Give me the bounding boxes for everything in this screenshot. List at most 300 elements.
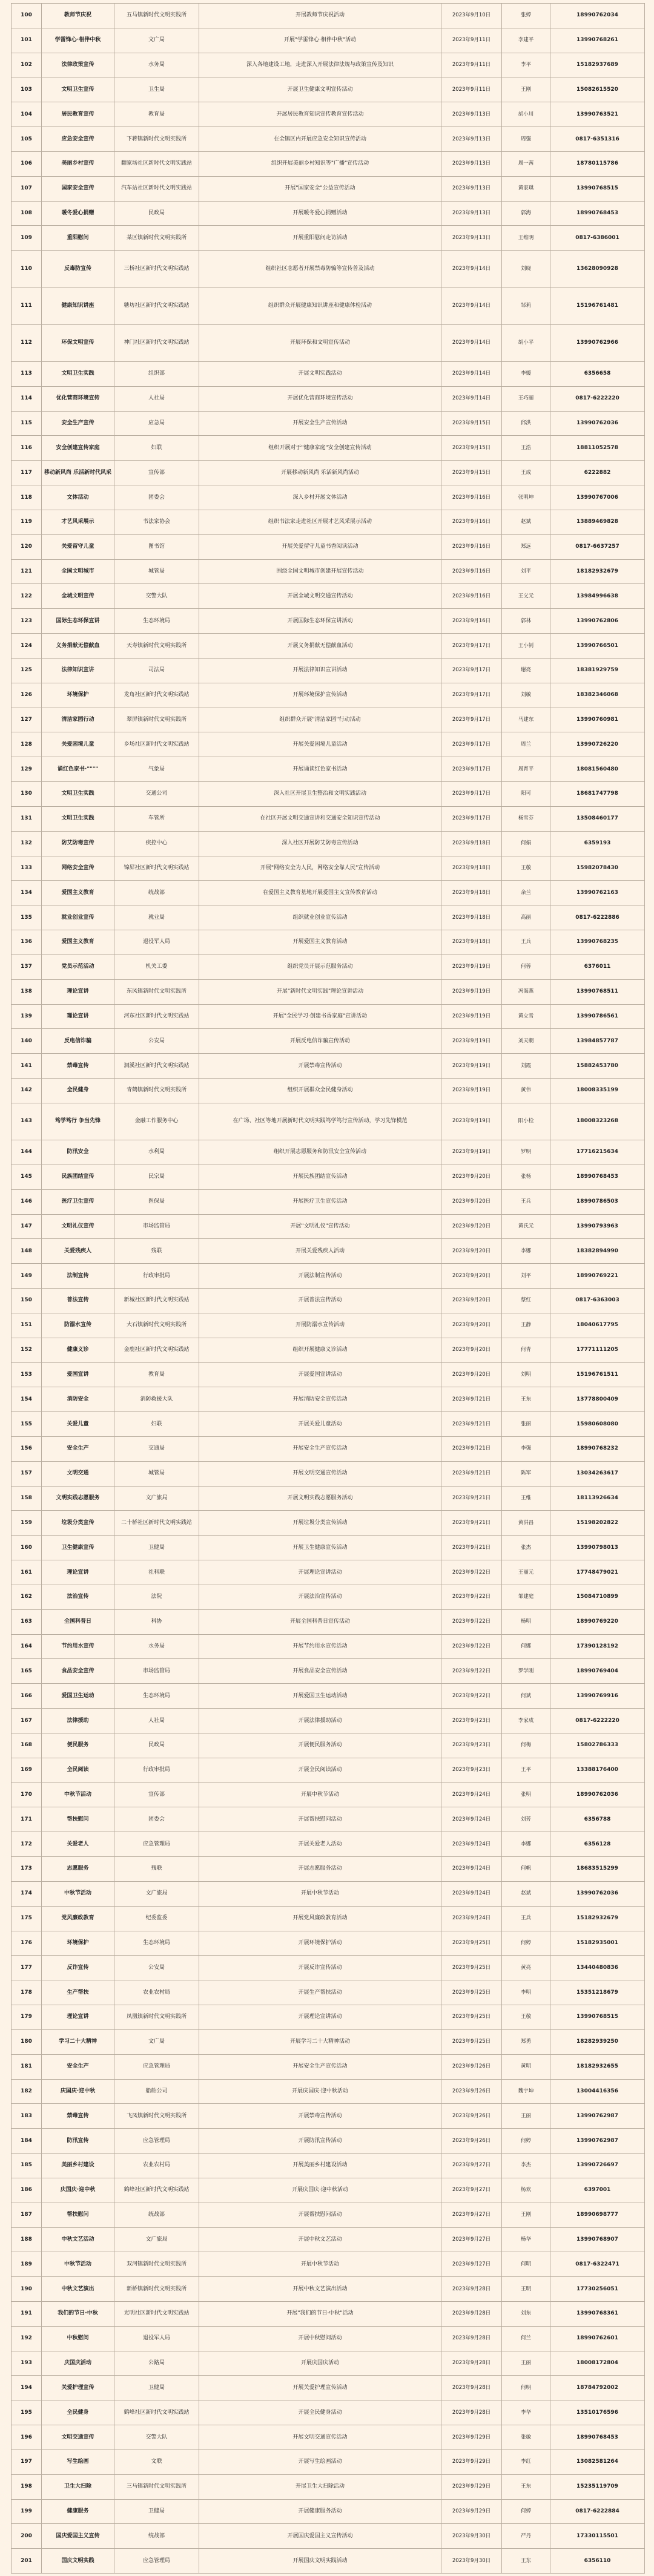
contact-person: 邹建庭 <box>502 1585 550 1609</box>
table-row <box>12 1165 645 1189</box>
contact-phone: 18081560480 <box>550 757 645 782</box>
activity-name: 写生绘画 <box>42 2450 114 2474</box>
table-row <box>12 683 645 708</box>
activity-name: 法制宣传 <box>42 1264 114 1289</box>
activity-name: 安全生产 <box>42 2054 114 2079</box>
contact-person: 刘敏 <box>502 683 550 708</box>
activity-date: 2023年9月21日 <box>441 1511 502 1536</box>
contact-phone: 18008335199 <box>550 1079 645 1103</box>
activity-date: 2023年9月17日 <box>441 708 502 732</box>
activity-date: 2023年9月20日 <box>441 1338 502 1362</box>
activity-content: 组织就业创业宣传活动 <box>199 905 441 930</box>
activity-content: 开展移动新风尚 乐活新风尚活动 <box>199 461 441 485</box>
contact-phone: 15182935001 <box>550 1931 645 1956</box>
activity-date: 2023年9月28日 <box>441 2351 502 2376</box>
table-row <box>12 1733 645 1758</box>
organizing-unit: 文广局 <box>114 2029 199 2054</box>
table-row <box>12 4 645 28</box>
row-number: 163 <box>12 1609 42 1634</box>
activity-content: 开展安全生产宣传活动 <box>199 411 441 436</box>
organizing-unit: 法院 <box>114 1585 199 1609</box>
row-number: 166 <box>12 1684 42 1709</box>
activity-content: 开展食品安全宣传活动 <box>199 1659 441 1684</box>
activity-name: 医疗卫生宣传 <box>42 1189 114 1214</box>
organizing-unit: 城管局 <box>114 1461 199 1486</box>
activity-content: 开展优化营商环境宣传活动 <box>199 386 441 411</box>
organizing-unit: 龙角社区新时代文明实践站 <box>114 683 199 708</box>
activity-date: 2023年9月17日 <box>441 683 502 708</box>
organizing-unit: 教育局 <box>114 102 199 127</box>
activity-date: 2023年9月10日 <box>441 4 502 28</box>
organizing-unit: 机关工委 <box>114 954 199 979</box>
row-number: 174 <box>12 1881 42 1906</box>
row-number: 131 <box>12 806 42 831</box>
activity-name: 健康知识讲座 <box>42 288 114 324</box>
table-row <box>12 634 645 659</box>
activity-date: 2023年9月27日 <box>441 2227 502 2252</box>
organizing-unit: 卫健局 <box>114 2376 199 2400</box>
activity-date: 2023年9月22日 <box>441 1684 502 1709</box>
table-row <box>12 386 645 411</box>
contact-phone: 13990763521 <box>550 102 645 127</box>
row-number: 192 <box>12 2326 42 2351</box>
activity-date: 2023年9月24日 <box>441 1881 502 1906</box>
activity-date: 2023年9月19日 <box>441 1140 502 1165</box>
row-number: 188 <box>12 2227 42 2252</box>
activity-content: 开展国庆文明实践活动 <box>199 2549 441 2574</box>
organizing-unit: 团委会 <box>114 1807 199 1832</box>
row-number: 140 <box>12 1029 42 1054</box>
contact-person: 刘平 <box>502 559 550 584</box>
activity-date: 2023年9月25日 <box>441 1980 502 2005</box>
organizing-unit: 应急管理局 <box>114 1832 199 1857</box>
table-row <box>12 1387 645 1412</box>
table-row <box>12 77 645 102</box>
organizing-unit: 金融工作服务中心 <box>114 1103 199 1140</box>
contact-person: 李强 <box>502 1437 550 1462</box>
contact-person: 黄立雪 <box>502 1004 550 1029</box>
contact-person: 何斌 <box>502 1684 550 1709</box>
organizing-unit: 卫健局 <box>114 1536 199 1560</box>
activity-content: 在社区开展文明交通宣讲和交通安全知识宣传活动 <box>199 806 441 831</box>
activity-name: 法律援助 <box>42 1709 114 1733</box>
organizing-unit: 交通公司 <box>114 782 199 807</box>
table-row <box>12 1214 645 1239</box>
activity-content: 开展卫生大扫除活动 <box>199 2474 441 2499</box>
row-number: 161 <box>12 1560 42 1585</box>
activity-name: 文明卫生宣传 <box>42 77 114 102</box>
contact-phone: 18990769221 <box>550 1264 645 1289</box>
table-row <box>12 2499 645 2524</box>
contact-phone: 6222882 <box>550 461 645 485</box>
table-row <box>12 1709 645 1733</box>
contact-person: 王平 <box>502 1758 550 1782</box>
organizing-unit: 二十桥社区新时代文明实践站 <box>114 1511 199 1536</box>
activity-content: 组织书法家走进社区开展才艺风采展示活动 <box>199 510 441 534</box>
organizing-unit: 民政局 <box>114 201 199 226</box>
contact-person: 刘东 <box>502 2301 550 2326</box>
table-row <box>12 559 645 584</box>
contact-person: 何兰 <box>502 2326 550 2351</box>
table-row <box>12 288 645 324</box>
organizing-unit: 农业农村局 <box>114 1980 199 2005</box>
contact-person: 何明 <box>502 2376 550 2400</box>
row-number: 186 <box>12 2178 42 2203</box>
table-row <box>12 1560 645 1585</box>
activity-content: 开展环境保护宣传活动 <box>199 683 441 708</box>
contact-phone: 15882453780 <box>550 1054 645 1079</box>
row-number: 179 <box>12 2005 42 2030</box>
organizing-unit: 糖坊社区新时代文明实践站 <box>114 288 199 324</box>
activity-date: 2023年9月19日 <box>441 1004 502 1029</box>
contact-person: 王东 <box>502 2549 550 2574</box>
organizing-unit: 新城社区新时代文明实践站 <box>114 1289 199 1313</box>
activity-content: 开展中秋节活动 <box>199 2252 441 2277</box>
organizing-unit: 市场监管局 <box>114 1214 199 1239</box>
activity-name: 党风廉政教育 <box>42 1906 114 1931</box>
contact-phone: 18382894990 <box>550 1239 645 1264</box>
organizing-unit: 书法家协会 <box>114 510 199 534</box>
contact-person: 高丽 <box>502 905 550 930</box>
contact-person: 黄洪昌 <box>502 1511 550 1536</box>
row-number: 148 <box>12 1239 42 1264</box>
activity-content: 开展全民阅读活动 <box>199 1758 441 1782</box>
activity-date: 2023年9月20日 <box>441 1362 502 1387</box>
activity-date: 2023年9月14日 <box>441 386 502 411</box>
activity-name: 教师节庆祝 <box>42 4 114 28</box>
organizing-unit: 交通局 <box>114 1437 199 1462</box>
organizing-unit: 神门社区新时代文明实践站 <box>114 324 199 361</box>
table-row <box>12 2203 645 2227</box>
table-row <box>12 324 645 361</box>
contact-person: 李媛 <box>502 361 550 386</box>
contact-person: 刘晓 <box>502 251 550 288</box>
contact-person: 阳可 <box>502 782 550 807</box>
table-row <box>12 485 645 510</box>
table-row <box>12 2351 645 2376</box>
contact-phone: 13990726220 <box>550 732 645 757</box>
table-row <box>12 176 645 201</box>
activity-name: 移动新风尚 乐活新时代风采 <box>42 461 114 485</box>
contact-person: 王义元 <box>502 584 550 609</box>
activity-name: 帮扶慰问 <box>42 2203 114 2227</box>
activity-content: 开展"学雷锋心·相伴中秋"活动 <box>199 28 441 53</box>
row-number: 175 <box>12 1906 42 1931</box>
activity-name: 文明卫生实践 <box>42 361 114 386</box>
contact-phone: 6376011 <box>550 954 645 979</box>
activity-date: 2023年9月20日 <box>441 1264 502 1289</box>
activity-name: 美丽乡村宣传 <box>42 151 114 176</box>
activity-name: 理论宣讲 <box>42 2005 114 2030</box>
organizing-unit: 水务局 <box>114 53 199 77</box>
row-number: 176 <box>12 1931 42 1956</box>
activity-name: 关爱留守儿童 <box>42 534 114 559</box>
activity-date: 2023年9月24日 <box>441 1807 502 1832</box>
activity-table <box>11 3 645 2574</box>
contact-phone: 13984996638 <box>550 584 645 609</box>
activity-date: 2023年9月13日 <box>441 201 502 226</box>
activity-content: 开展医疗卫生宣传活动 <box>199 1189 441 1214</box>
activity-date: 2023年9月21日 <box>441 1486 502 1511</box>
activity-date: 2023年9月23日 <box>441 1758 502 1782</box>
activity-content: 开展爱国卫生运动活动 <box>199 1684 441 1709</box>
table-row <box>12 1486 645 1511</box>
row-number: 168 <box>12 1733 42 1758</box>
table-row <box>12 2425 645 2450</box>
contact-person: 刘明 <box>502 1362 550 1387</box>
contact-person: 周兰 <box>502 732 550 757</box>
activity-date: 2023年9月15日 <box>441 461 502 485</box>
activity-name: 笃学笃行 争当先锋 <box>42 1103 114 1140</box>
row-number: 107 <box>12 176 42 201</box>
organizing-unit: 退役军人局 <box>114 930 199 955</box>
activity-date: 2023年9月22日 <box>441 1609 502 1634</box>
contact-person: 王维明 <box>502 226 550 251</box>
contact-person: 张丽 <box>502 1412 550 1437</box>
contact-person: 张杨 <box>502 1165 550 1189</box>
activity-content: 开展防溺水宣传活动 <box>199 1313 441 1338</box>
table-row <box>12 1956 645 1980</box>
activity-content: 开展普法宣传活动 <box>199 1289 441 1313</box>
organizing-unit: 民政局 <box>114 1733 199 1758</box>
activity-date: 2023年9月16日 <box>441 559 502 584</box>
contact-person: 李明 <box>502 1980 550 2005</box>
activity-content: 开展垃圾分类宣传活动 <box>199 1511 441 1536</box>
row-number: 201 <box>12 2549 42 2574</box>
row-number: 159 <box>12 1511 42 1536</box>
row-number: 122 <box>12 584 42 609</box>
contact-person: 刘平 <box>502 1264 550 1289</box>
row-number: 180 <box>12 2029 42 2054</box>
table-row <box>12 979 645 1004</box>
organizing-unit: 光明社区新时代文明实践站 <box>114 2301 199 2326</box>
organizing-unit: 疾控中心 <box>114 831 199 856</box>
organizing-unit: 翻家场社区新时代文明实践站 <box>114 151 199 176</box>
organizing-unit: 文广局 <box>114 28 199 53</box>
contact-person: 严丹 <box>502 2524 550 2549</box>
activity-date: 2023年9月17日 <box>441 732 502 757</box>
contact-person: 刘芳 <box>502 1807 550 1832</box>
row-number: 147 <box>12 1214 42 1239</box>
row-number: 158 <box>12 1486 42 1511</box>
table-row <box>12 1338 645 1362</box>
row-number: 194 <box>12 2376 42 2400</box>
activity-date: 2023年9月23日 <box>441 1709 502 1733</box>
organizing-unit: 凤凰镇新时代文明实践所 <box>114 2005 199 2030</box>
contact-person: 谢亮 <box>502 658 550 683</box>
contact-person: 王明 <box>502 2277 550 2302</box>
activity-date: 2023年9月27日 <box>441 2178 502 2203</box>
activity-content: 在爱国主义教育基地开展爱国主义宣传教育活动 <box>199 881 441 905</box>
table-row <box>12 2104 645 2129</box>
table-row <box>12 127 645 152</box>
activity-name: 就业创业宣传 <box>42 905 114 930</box>
activity-name: 关爱老人 <box>42 1832 114 1857</box>
table-row <box>12 732 645 757</box>
organizing-unit: 生态环境局 <box>114 1931 199 1956</box>
activity-date: 2023年9月22日 <box>441 1585 502 1609</box>
contact-phone: 13889469828 <box>550 510 645 534</box>
row-number: 165 <box>12 1659 42 1684</box>
table-row <box>12 2450 645 2474</box>
activity-name: 防艾防毒宣传 <box>42 831 114 856</box>
row-number: 169 <box>12 1758 42 1782</box>
activity-name: 食品安全宣传 <box>42 1659 114 1684</box>
contact-phone: 13990768511 <box>550 979 645 1004</box>
activity-date: 2023年9月18日 <box>441 831 502 856</box>
activity-name: 文明卫生实践 <box>42 806 114 831</box>
activity-name: 中秋文艺活动 <box>42 2227 114 2252</box>
table-row <box>12 1758 645 1782</box>
activity-date: 2023年9月22日 <box>441 1560 502 1585</box>
activity-content: 开展卫生健康文明宣传活动 <box>199 77 441 102</box>
table-row <box>12 1189 645 1214</box>
activity-name: 禁毒宣传 <box>42 1054 114 1079</box>
activity-date: 2023年9月17日 <box>441 634 502 659</box>
table-row <box>12 1832 645 1857</box>
row-number: 142 <box>12 1079 42 1103</box>
contact-person: 王敬 <box>502 856 550 881</box>
activity-name: 民族团结宣传 <box>42 1165 114 1189</box>
contact-phone: 13990768907 <box>550 2227 645 2252</box>
activity-name: 关爱困境儿童 <box>42 732 114 757</box>
row-number: 128 <box>12 732 42 757</box>
row-number: 127 <box>12 708 42 732</box>
table-row <box>12 2252 645 2277</box>
activity-date: 2023年9月16日 <box>441 584 502 609</box>
row-number: 136 <box>12 930 42 955</box>
activity-name: 关爱残疾人 <box>42 1239 114 1264</box>
contact-person: 黄家琪 <box>502 176 550 201</box>
row-number: 129 <box>12 757 42 782</box>
table-row <box>12 1140 645 1165</box>
activity-name: 国家安全宣传 <box>42 176 114 201</box>
contact-phone: 13082581264 <box>550 2450 645 2474</box>
contact-phone: 13990762987 <box>550 2104 645 2129</box>
table-row <box>12 102 645 127</box>
contact-person: 王刚 <box>502 2203 550 2227</box>
row-number: 152 <box>12 1338 42 1362</box>
row-number: 190 <box>12 2277 42 2302</box>
activity-date: 2023年9月17日 <box>441 782 502 807</box>
activity-name: 禁毒宣传 <box>42 2104 114 2129</box>
contact-phone: 6356110 <box>550 2549 645 2574</box>
contact-phone: 15235119709 <box>550 2474 645 2499</box>
contact-person: 王刚 <box>502 77 550 102</box>
activity-content: 开展教师节庆祝活动 <box>199 4 441 28</box>
activity-name: 重阳慰问 <box>42 226 114 251</box>
contact-phone: 17330115501 <box>550 2524 645 2549</box>
row-number: 104 <box>12 102 42 127</box>
activity-name: 普法宣传 <box>42 1289 114 1313</box>
table-row <box>12 2549 645 2574</box>
organizing-unit: 三马镇新时代文明实践所 <box>114 2474 199 2499</box>
contact-phone: 18990769404 <box>550 1659 645 1684</box>
row-number: 119 <box>12 510 42 534</box>
contact-phone: 13990768515 <box>550 176 645 201</box>
contact-person: 王丽元 <box>502 1560 550 1585</box>
activity-name: 理论宣讲 <box>42 1560 114 1585</box>
activity-content: 开展健康服务活动 <box>199 2499 441 2524</box>
organizing-unit: 人社局 <box>114 386 199 411</box>
row-number: 106 <box>12 151 42 176</box>
activity-date: 2023年9月21日 <box>441 1387 502 1412</box>
row-number: 109 <box>12 226 42 251</box>
activity-date: 2023年9月25日 <box>441 2029 502 2054</box>
activity-content: 开展安全生产宣传活动 <box>199 1437 441 1462</box>
contact-phone: 0817-6351316 <box>550 127 645 152</box>
contact-phone: 13510176596 <box>550 2400 645 2425</box>
activity-date: 2023年9月15日 <box>441 436 502 461</box>
activity-name: 文明实践志愿服务 <box>42 1486 114 1511</box>
activity-name: 健康义诊 <box>42 1338 114 1362</box>
organizing-unit: 应急管理局 <box>114 2054 199 2079</box>
contact-person: 罗学刚 <box>502 1659 550 1684</box>
activity-date: 2023年9月29日 <box>441 2474 502 2499</box>
activity-name: 反毒防宣传 <box>42 251 114 288</box>
row-number: 137 <box>12 954 42 979</box>
contact-phone: 18681747798 <box>550 782 645 807</box>
organizing-unit: 农业农村局 <box>114 2154 199 2178</box>
contact-phone: 0817-6363003 <box>550 1289 645 1313</box>
activity-date: 2023年9月19日 <box>441 979 502 1004</box>
organizing-unit: 洞溪社区新时代文明实践站 <box>114 1054 199 1079</box>
activity-date: 2023年9月18日 <box>441 856 502 881</box>
activity-date: 2023年9月13日 <box>441 102 502 127</box>
organizing-unit: 残联 <box>114 1239 199 1264</box>
activity-date: 2023年9月30日 <box>441 2524 502 2549</box>
contact-phone: 0817-6222884 <box>550 2499 645 2524</box>
row-number: 172 <box>12 1832 42 1857</box>
activity-content: 组织开展志愿服务和防汛安全宣传活动 <box>199 1140 441 1165</box>
activity-name: 安全创建宣传家庭 <box>42 436 114 461</box>
contact-phone: 13628090928 <box>550 251 645 288</box>
activity-content: 开展居民教育知识宣传教育宣传活动 <box>199 102 441 127</box>
contact-phone: 15084710899 <box>550 1585 645 1609</box>
table-row <box>12 1437 645 1462</box>
activity-content: 开展文明交通宣传活动 <box>199 2425 441 2450</box>
activity-name: 庆国庆·迎中秋 <box>42 2079 114 2104</box>
activity-date: 2023年9月27日 <box>441 2252 502 2277</box>
contact-phone: 15182932679 <box>550 1906 645 1931</box>
contact-person: 李娜 <box>502 1832 550 1857</box>
organizing-unit: 消防救援大队 <box>114 1387 199 1412</box>
activity-date: 2023年9月29日 <box>441 2499 502 2524</box>
contact-phone: 15196761481 <box>550 288 645 324</box>
activity-content: 开展中秋节活动 <box>199 1782 441 1807</box>
activity-name: 消防安全 <box>42 1387 114 1412</box>
organizing-unit: 科协 <box>114 1609 199 1634</box>
organizing-unit: 宣传部 <box>114 461 199 485</box>
table-row <box>12 2277 645 2302</box>
row-number: 135 <box>12 905 42 930</box>
activity-content: 开展"网络安全为人民，网络安全靠人民"宣传活动 <box>199 856 441 881</box>
table-row <box>12 251 645 288</box>
contact-phone: 13990766501 <box>550 634 645 659</box>
activity-name: 美丽乡村建设 <box>42 2154 114 2178</box>
organizing-unit: 退役军人局 <box>114 2326 199 2351</box>
activity-date: 2023年9月21日 <box>441 1461 502 1486</box>
table-row <box>12 411 645 436</box>
contact-person: 蔡红 <box>502 1289 550 1313</box>
activity-date: 2023年9月26日 <box>441 2079 502 2104</box>
contact-phone: 13990767006 <box>550 485 645 510</box>
activity-content: 开展暖冬爱心捐赠活动 <box>199 201 441 226</box>
activity-date: 2023年9月28日 <box>441 2277 502 2302</box>
activity-name: 中秋节活动 <box>42 1881 114 1906</box>
table-row <box>12 2029 645 2054</box>
activity-name: 全民健身 <box>42 1079 114 1103</box>
